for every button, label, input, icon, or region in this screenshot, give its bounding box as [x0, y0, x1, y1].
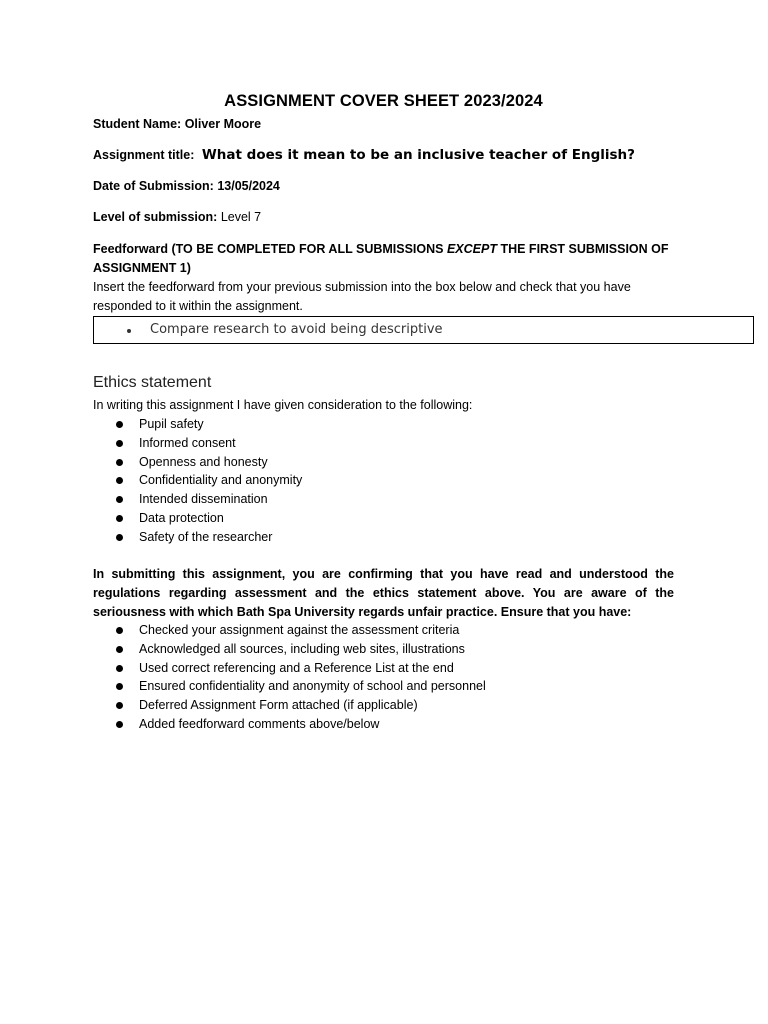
list-item: [93, 677, 486, 696]
feedforward-description: Insert the feedforward from your previous submission into the box below and check that you have responded to it within the assignment.: [93, 280, 631, 313]
list-item-text: Intended dissemination: [139, 492, 268, 507]
list-item-text: Openness and honesty: [139, 454, 268, 469]
bullet-icon: [116, 421, 123, 428]
submission-level-row: [93, 210, 261, 224]
feedforward-heading-part2: THE FIRST SUBMISSION OF ASSIGNMENT 1): [93, 242, 669, 275]
list-item: [93, 471, 302, 490]
list-item: [93, 696, 486, 715]
student-name-row: [93, 117, 261, 131]
feedforward-item: Compare research to avoid being descriptive: [150, 322, 443, 337]
feedforward-heading: [93, 240, 674, 278]
list-item: [93, 715, 486, 734]
feedforward-heading-part1: Feedforward (TO BE COMPLETED FOR ALL SUBMISSIONS: [93, 242, 447, 256]
list-item: [93, 490, 302, 509]
list-item-text: Safety of the researcher: [139, 529, 273, 544]
submission-date-value: 13/05/2024: [217, 179, 280, 193]
bullet-icon: [116, 496, 123, 503]
list-item-text: Ensured confidentiality and anonymity of school and personnel: [139, 679, 486, 694]
ethics-intro: In writing this assignment I have given consideration to the following:: [93, 398, 473, 412]
list-item-text: Informed consent: [139, 435, 236, 450]
bullet-icon: [116, 477, 123, 484]
list-item: [93, 659, 486, 678]
feedforward-heading-except: EXCEPT: [446, 242, 497, 256]
bullet-icon: [116, 534, 123, 541]
list-item: [93, 434, 302, 453]
list-item: [93, 415, 302, 434]
list-item-text: Used correct referencing and a Reference List at the end: [139, 660, 454, 675]
assignment-title-label: Assignment title:: [93, 148, 195, 162]
submission-date-row: [93, 179, 280, 193]
ethics-heading: Ethics statement: [93, 374, 212, 391]
list-item-text: Data protection: [139, 510, 224, 525]
list-item-text: Confidentiality and anonymity: [139, 473, 303, 488]
list-item-text: Added feedforward comments above/below: [139, 716, 380, 731]
assignment-title-row: [93, 147, 635, 163]
list-item: [93, 509, 302, 528]
checklist: [93, 621, 486, 734]
list-item-text: Acknowledged all sources, including web sites, illustrations: [139, 641, 465, 656]
bullet-icon: [116, 665, 123, 672]
list-item-text: Checked your assignment against the assessment criteria: [139, 623, 460, 637]
list-item: [93, 453, 302, 472]
student-name-value: Oliver Moore: [184, 117, 262, 131]
bullet-icon: [116, 627, 123, 634]
submission-level-label: Level of submission:: [93, 210, 218, 224]
submission-date-label: Date of Submission:: [93, 179, 214, 193]
student-name-label: Student Name:: [93, 117, 182, 131]
bullet-icon: [116, 721, 123, 728]
declaration-paragraph: In submitting this assignment, you are confirming that you have read and understood the regulations regarding assessment and the ethics statement above. You are aware of the seriousness with which Bath Spa University regards unfair practice. Ensure that you have:: [93, 567, 674, 619]
bullet-icon: [116, 440, 123, 447]
bullet-icon: [116, 683, 123, 690]
bullet-icon: [116, 515, 123, 522]
page-title: ASSIGNMENT COVER SHEET 2023/2024: [224, 92, 543, 110]
assignment-title-value: What does it mean to be an inclusive teacher of English?: [201, 147, 635, 163]
submission-level-value: Level 7: [220, 210, 262, 224]
bullet-icon: [116, 702, 123, 709]
list-item: [93, 640, 486, 659]
list-item-text: Deferred Assignment Form attached (if applicable): [139, 698, 418, 713]
ethics-list: [93, 415, 302, 547]
list-item-text: Pupil safety: [139, 417, 204, 431]
bullet-icon: [116, 459, 123, 466]
list-item: [93, 528, 302, 547]
feedforward-box[interactable]: [93, 316, 754, 344]
bullet-icon: [116, 646, 123, 653]
list-item: [93, 621, 486, 640]
bullet-icon: [127, 329, 131, 333]
